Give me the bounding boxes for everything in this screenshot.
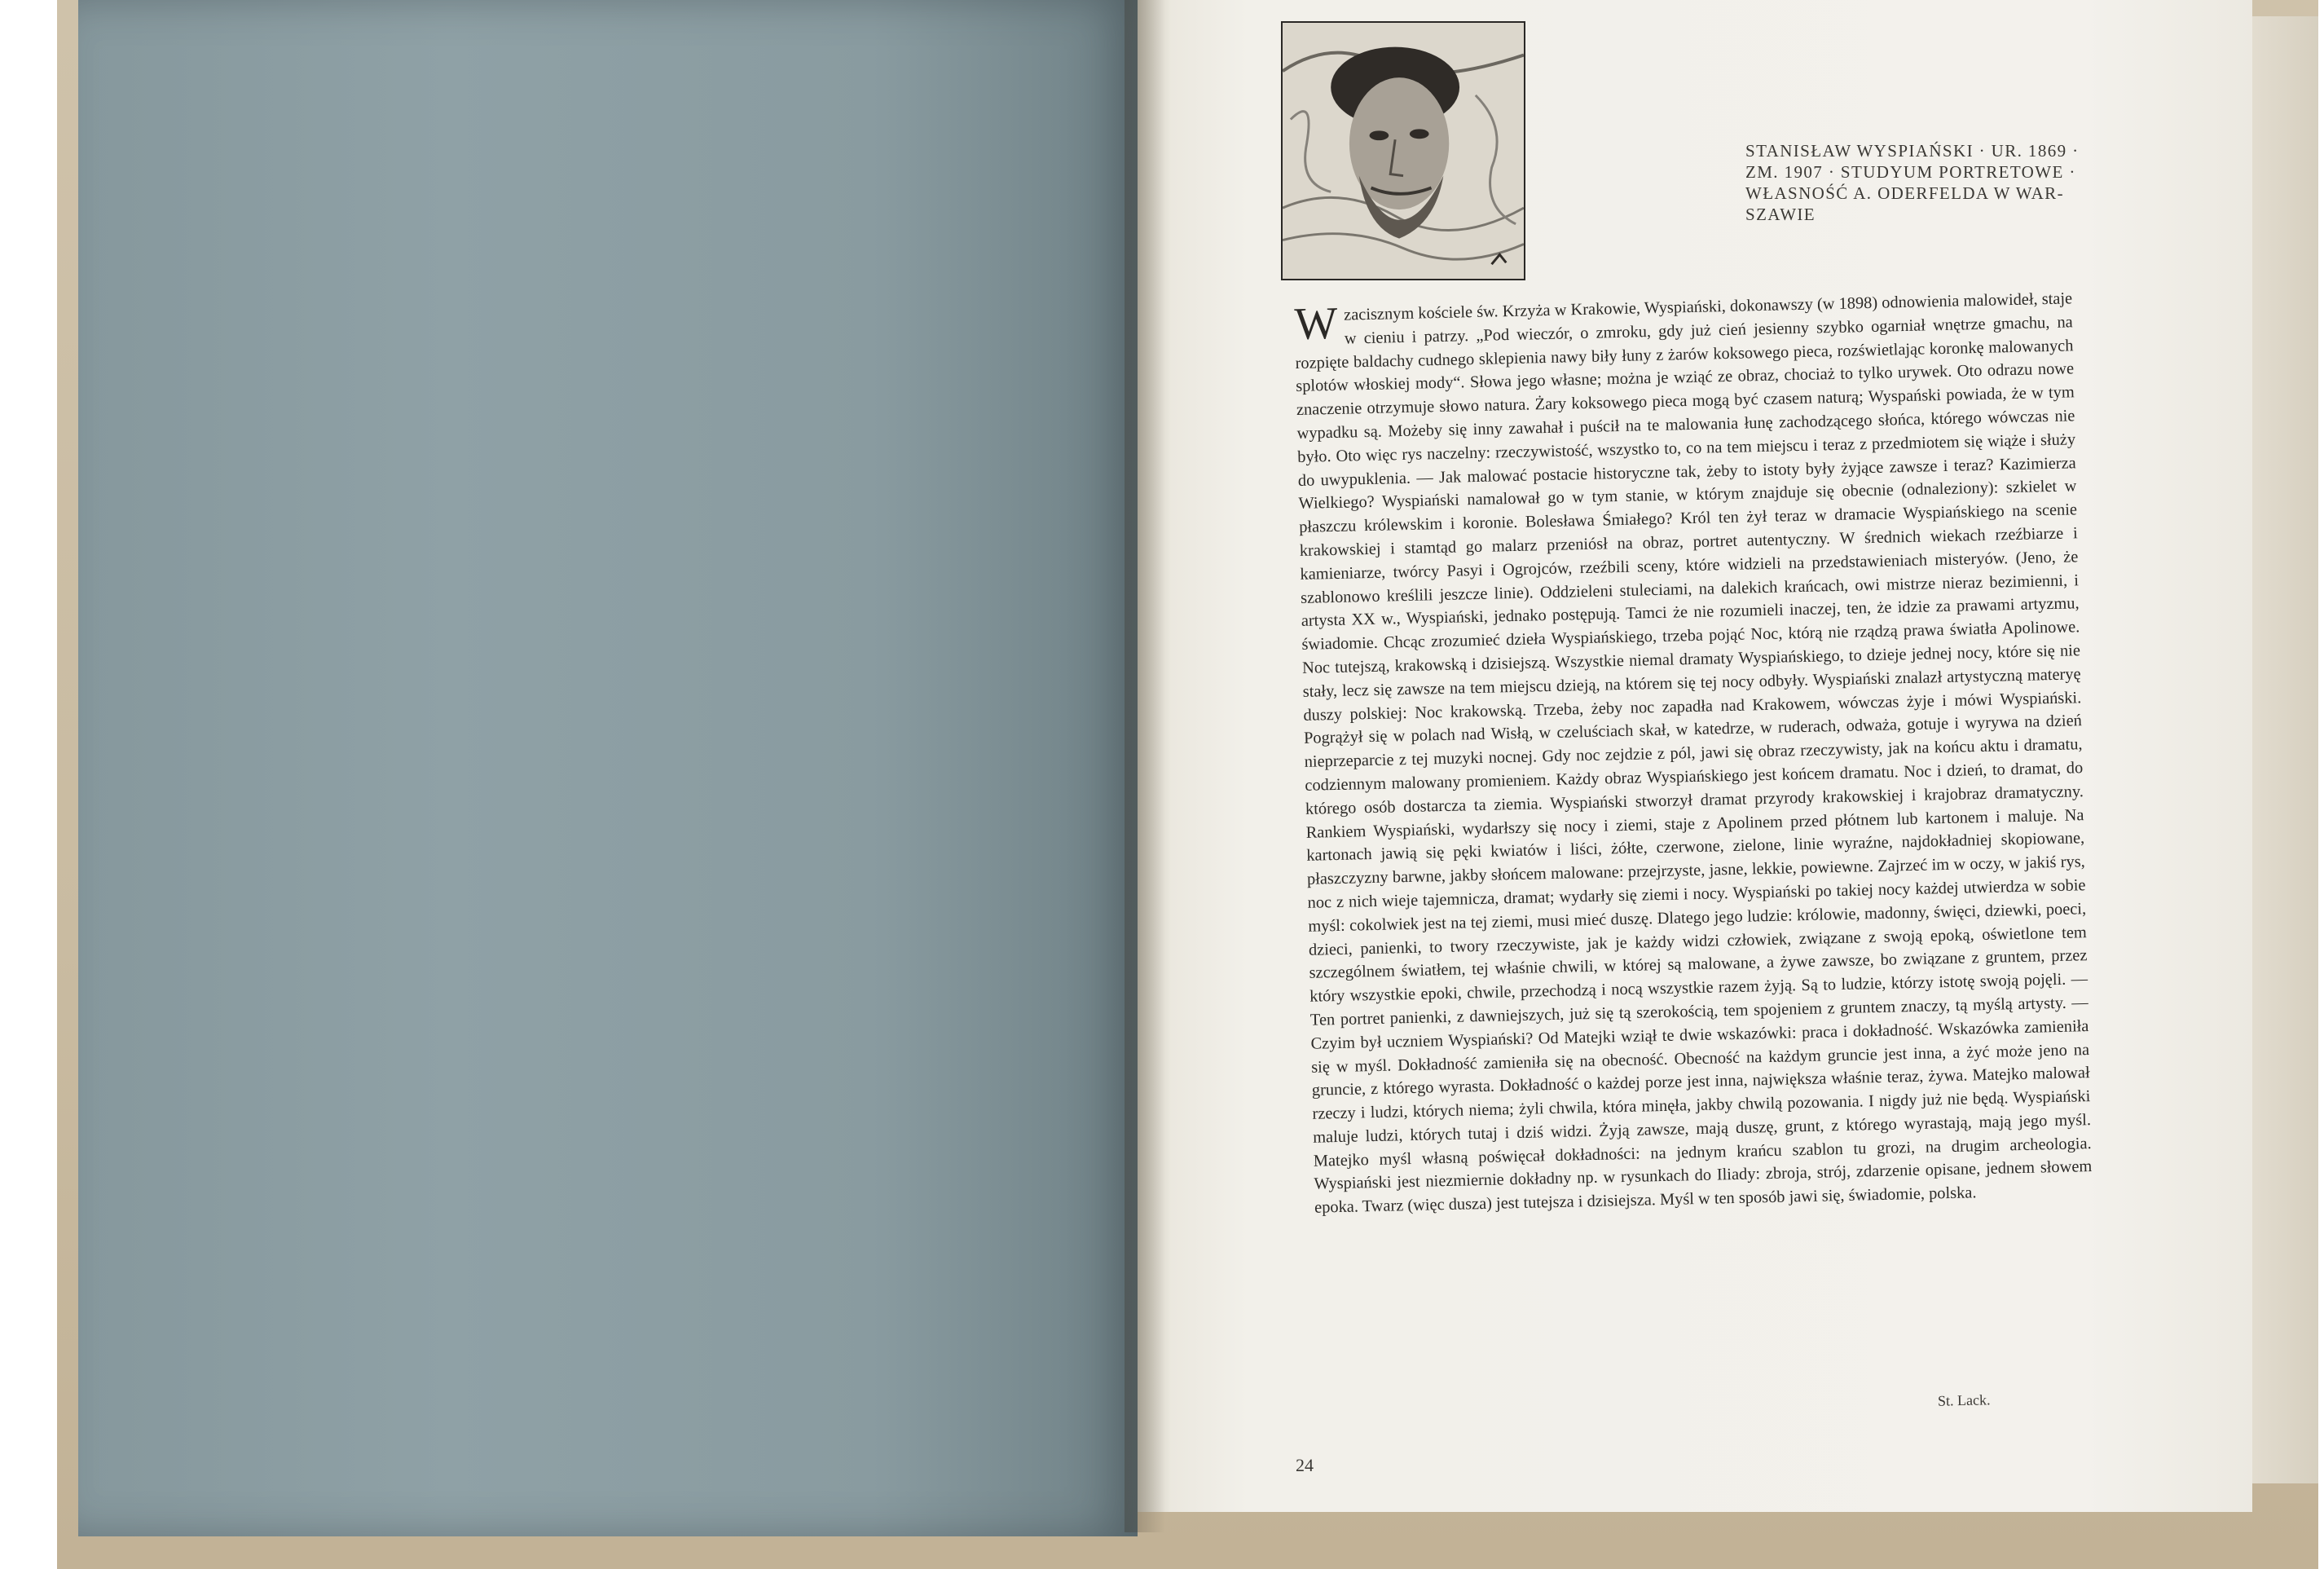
portrait-caption [1745, 140, 2080, 225]
article-body [1294, 287, 2093, 1219]
left-endpaper [78, 0, 1138, 1536]
caption-line: ZM. 1907 · STUDYUM PORTRETOWE · [1745, 162, 2076, 182]
page-number: 24 [1296, 1455, 1314, 1475]
caption-line: SZAWIE [1745, 205, 1816, 224]
caption-line: WŁASNOŚĆ A. ODERFELDA W WAR- [1745, 183, 2064, 203]
author-signature: St. Lack. [1937, 1391, 1991, 1409]
portrait-illustration [1281, 21, 1525, 280]
back-pages-edge [2249, 16, 2318, 1483]
gutter-shadow [1125, 0, 1165, 1532]
caption-line: STANISŁAW WYSPIAŃSKI · UR. 1869 · [1745, 141, 2080, 161]
drop-cap: W [1293, 297, 1339, 350]
article-text: zacisznym kościele św. Krzyża w Krakowie, Wyspiański, dokonawszy (w 1898) odnowienia malowideł, staje w cieniu i patrzy. „Pod wieczór, o zmroku, gdy już cień jesienny szybko ogarniał wnętrze gmachu, na rozpięte baldachy cudnego sklepienia nawy biły łuny z żarów koksowego pieca, rozświetlając koronkę malowanych splotów włoskiej mody“. Słowa jego własne; można je wziąć ze obraz, chociaż to tylko urywek. Oto odrazu nowe znaczenie otrzymuje słowo natura. Żary koksowego pieca mogą być czasem naturą; Wyspański powiada, że w tym wypadku są. Możeby się inny zawahał i puścił na te malowania łunę zachodzącego słońca, którego wówczas nie było. Oto więc rys naczelny: rzeczywistość, wszystko to, co na tem miejscu i teraz z przedmiotem się wiąże i służy do uwypuklenia. — Jak malować postacie historyczne tak, żeby to istoty były żyjące zawsze i teraz? Kazimierza Wielkiego? Wyspiański namalował go w tym stanie, w którym znajduje się obecnie (odnaleziony): szkielet w płaszczu królewskim i koronie. Bolesława Śmiałego? Król ten żył teraz w dramacie Wyspiańskiego na scenie krakowskiej i stamtąd go malarz przeniósł na obraz, portret autentyczny. W średnich wiekach rzeźbiarze i kamieniarze, twórcy Pasyi i Ogrojców, rzeźbili sceny, które widzieli na przedstawieniach misteryów. (Jeno, że szablonowo kreślili jeszcze linie). Oddzieleni stuleciami, na dalekich krańcach, owi mistrze nieraz bezimienni, i artysta XX w., Wyspiański, jednako postępują. Tamci że nie rozumieli inaczej, ten, że idzie za prawami artyzmu, świadomie. Chcąc zrozumieć dzieła Wyspiańskiego, trzeba pojąć Noc, którą nie rządzą prawa światła Apolinowe. Noc tutejszą, krakowską i dzisiejszą. Wszystkie niemal dramaty Wyspiańskiego, to dzieje jednej nocy, które się nie stały, lecz się zawsze na tem miejscu dzieją, na którem się tej nocy odbyły. Wyspiański znalazł artystyczną materyę duszy polskiej: Noc krakowską. Trzeba, żeby noc zapadła nad Krakowem, wówczas żyje i mówi Wyspiański. Pogrążył się w polach nad Wisłą, w czeluściach skał, w katedrze, w ruderach, odważa, gotuje i wyrywa na dzień nieprzeparcie z tej muzyki nocnej. Gdy noc zejdzie z pól, jawi się obraz rzeczywisty, jak na końcu aktu i dramatu, codziennym malowany promieniem. Każdy obraz Wyspiańskiego jest końcem dramatu. Noc i dzień, to dramat, do którego osób dostarcza ta ziemia. Wyspiański stworzył dramat przyrody krakowskiej i krajobraz dramatyczny. Rankiem Wyspiański, wydarłszy się nocy i ziemi, staje z Apolinem przed płótnem lub kartonem i maluje. Na kartonach jawią się pęki kwiatów i liści, żółte, czerwone, zielone, linie wyraźne, najdokładniej skopiowane, płaszczyzny barwne, jakby słońcem malowane: przejrzyste, jasne, lekkie, powiewne. Zajrzeć im w oczy, w jakiś rys, noc z nich wieje tajemnicza, dramat; wydarły się ziemi i nocy. Wyspiański po takiej nocy każdej utwierdza w sobie myśl: cokolwiek jest na tej ziemi, musi mieć duszę. Dlatego jego ludzie: królowie, madonny, święci, dziewki, poeci, dzieci, panienki, to twory rzeczywiste, jak je każdy widzi człowiek, związane z swoją epoką, oświetlone tem szczególnem światłem, tej właśnie chwili, w której są malowane, a żywe zawsze, bo związane z gruntem, przez który wszystkie epoki, chwile, przechodzą i nocą wszystkie razem żyją. Są to ludzie, którzy istotę swoją pojęli. — Ten portret panienki, z dawniejszych, już się tą szerokością, tem spojeniem z gruntem znaczy, tą myślą artysty. — Czyim był uczniem Wyspiański? Od Matejki wziął te dwie wskazówki: praca i dokładność. Wskazówka zamieniła się w myśl. Dokładność zamieniła się na obecność. Obecność na każdym gruncie jest inna, a żyć może jeno na gruncie, z którego wyrasta. Dokładność o każdej porze jest inna, największa właśnie teraz, żywa. Matejko malował rzeczy i ludzi, których niema; żyli chwila, która minęła, jakby chwilą pozowania. I nigdy już nie będą. Wyspiański maluje ludzi, których tutaj i dziś widzi. Żyją zawsze, mają duszę, grunt, z którego wyrastają, mają jego myśl. Matejko myśl własną poświęcał dokładności: na jednym krańcu szablon tu grozi, na drugim archeologia. Wyspiański jest niezmiernie dokładny np. w rysunkach do Iliady: zbroja, strój, zdarzenie opisane, jednem słowem epoka. Twarz (więc dusza) jest tutejsza i dzisiejsza. Myśl w ten sposób jawi się, świadomie, polska. [1295, 289, 2093, 1217]
